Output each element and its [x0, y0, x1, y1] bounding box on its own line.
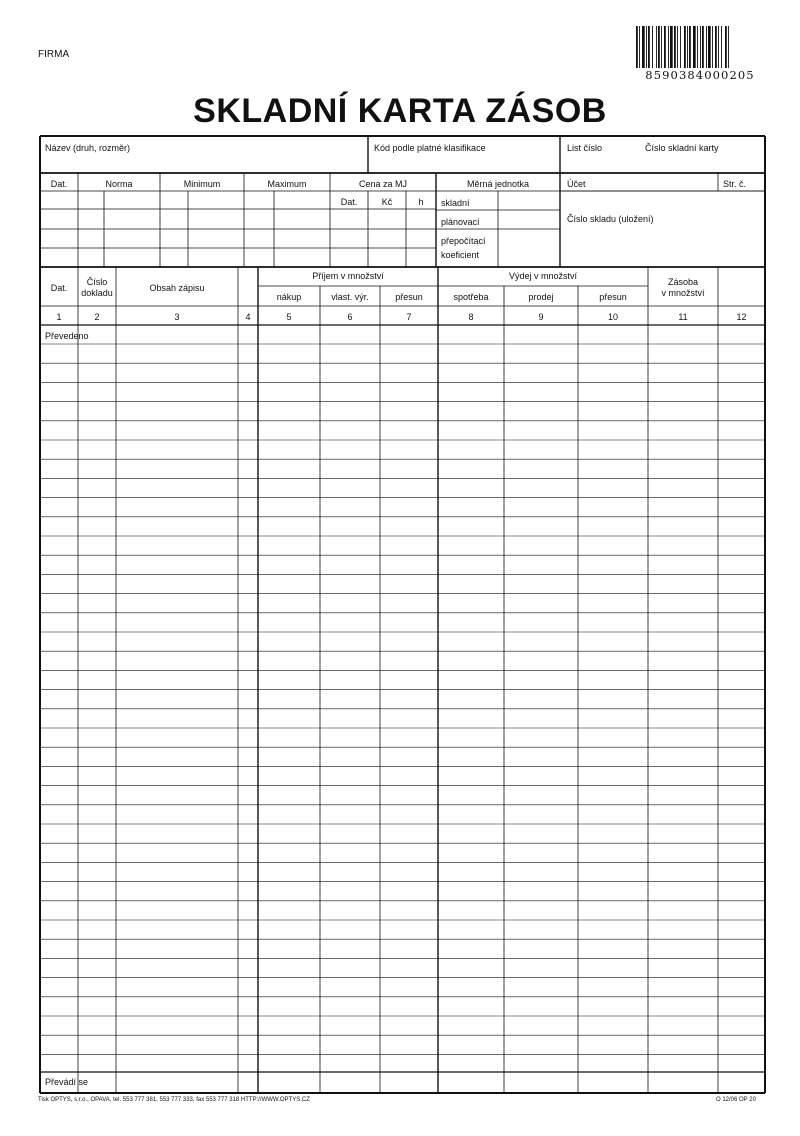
- prevadi-se-label: Převádí se: [45, 1077, 89, 1087]
- col-number: 12: [736, 312, 747, 322]
- spotreba-header: spotřeba: [453, 292, 489, 302]
- koeficient-label: koeficient: [441, 250, 480, 260]
- str-c-label: Str. č.: [723, 179, 747, 189]
- vydej-header: Výdej v množství: [508, 271, 578, 281]
- cena-h-header: h: [418, 197, 424, 207]
- prijem-presun-header: přesun: [395, 292, 423, 302]
- cena-dat-header: Dat.: [340, 197, 358, 207]
- skladni-label: skladní: [441, 198, 470, 208]
- minimum-header: Minimum: [183, 179, 221, 189]
- col-number: 7: [406, 312, 412, 322]
- planovaci-label: plánovací: [441, 217, 480, 227]
- prijem-header: Příjem v množství: [312, 271, 384, 281]
- kod-label: Kód podle platné klasifikace: [374, 143, 486, 153]
- vydej-presun-header: přesun: [599, 292, 627, 302]
- printer-footer: Tisk OPTYS, s.r.o., OPAVA, tel. 553 777 381, 553 777 333, fax 553 777 318 HTTP://WWW.OPTYS.CZ: [38, 1097, 310, 1103]
- col-number: 6: [347, 312, 353, 322]
- col-number: 2: [94, 312, 100, 322]
- col-dokladu-header: dokladu: [81, 288, 113, 298]
- maximum-header: Maximum: [267, 179, 307, 189]
- col-number: 9: [538, 312, 544, 322]
- page-title: SKLADNÍ KARTA ZÁSOB: [193, 92, 607, 130]
- firma-label: FIRMA: [38, 49, 70, 60]
- col-dat-header: Dat.: [50, 283, 68, 293]
- form-code-footer: O 12/06 OP 20: [716, 1097, 756, 1103]
- col-cislo-header: Číslo: [86, 277, 108, 287]
- dat-header: Dat.: [50, 179, 68, 189]
- zasoba-header: Zásoba: [667, 277, 699, 287]
- list-cislo-label: List číslo: [567, 143, 603, 153]
- merna-jednotka-header: Měrná jednotka: [466, 179, 530, 189]
- col-number: 3: [174, 312, 180, 322]
- ucet-label: Účet: [567, 179, 586, 189]
- cena-za-mj-header: Cena za MJ: [358, 179, 408, 189]
- col-number: 8: [468, 312, 474, 322]
- barcode-number: 8590384000205: [645, 68, 755, 82]
- col-number: 4: [245, 312, 251, 322]
- cena-kc-header: Kč: [381, 197, 393, 207]
- zasoba-mnozstvi-header: v množství: [661, 288, 705, 298]
- col-obsah-header: Obsah zápisu: [149, 283, 205, 293]
- norma-header: Norma: [105, 179, 133, 189]
- col-number: 5: [286, 312, 292, 322]
- vlast-vyr-header: vlast. výr.: [331, 292, 369, 302]
- prodej-header: prodej: [528, 292, 554, 302]
- col-number: 1: [56, 312, 62, 322]
- col-number: 10: [607, 312, 618, 322]
- prevedeno-label: Převedeno: [45, 331, 89, 341]
- nakup-header: nákup: [276, 292, 302, 302]
- col-number: 11: [678, 312, 688, 322]
- cislo-skladu-label: Číslo skladu (uložení): [567, 214, 654, 224]
- nazev-label: Název (druh, rozměr): [45, 143, 131, 153]
- cislo-karty-label: Číslo skladní karty: [645, 143, 719, 153]
- prepocitaci-label: přepočítací: [441, 236, 486, 246]
